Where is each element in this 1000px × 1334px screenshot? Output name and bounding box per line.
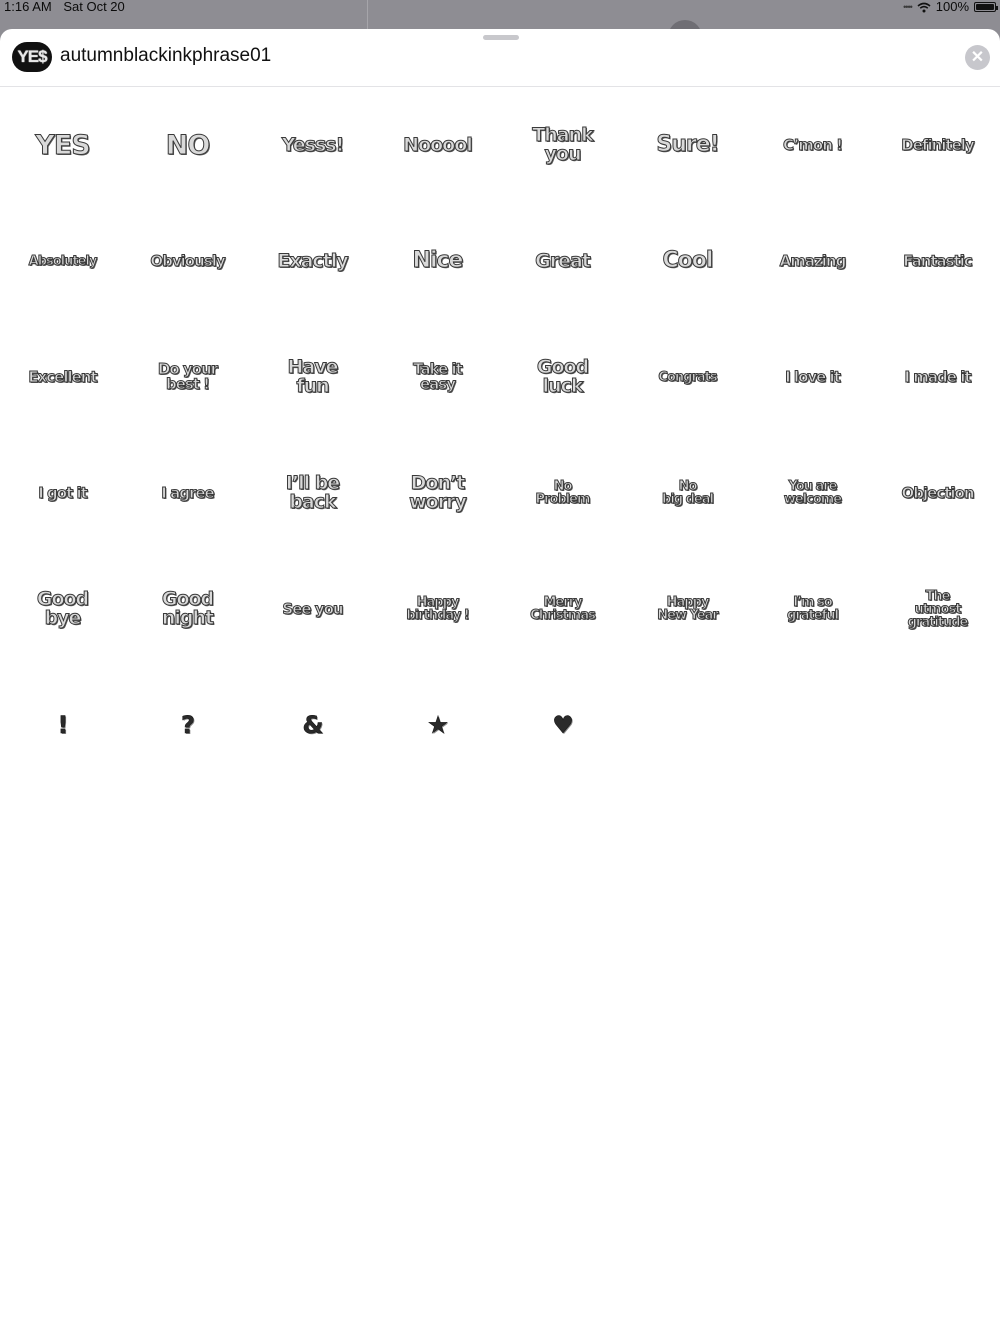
sticker-item[interactable] — [875, 551, 1000, 667]
sticker-item[interactable] — [625, 435, 750, 551]
sticker-label: Exactly — [277, 249, 348, 272]
sticker-label: Obviously — [150, 251, 225, 270]
sticker-label: Fantastic — [903, 251, 972, 270]
sticker-item[interactable] — [0, 435, 125, 551]
sticker-sheet — [0, 29, 1000, 1334]
battery-icon — [974, 2, 996, 12]
sticker-item[interactable] — [125, 203, 250, 319]
sticker-item[interactable] — [750, 319, 875, 435]
sticker-item[interactable] — [875, 203, 1000, 319]
sticker-label: C’mon ! — [783, 135, 842, 154]
sticker-item[interactable] — [375, 87, 500, 203]
sticker-label: Excellent — [28, 367, 97, 386]
sticker-label: I’m so grateful — [787, 595, 838, 623]
sticker-label: I’ll be back — [285, 472, 340, 513]
sticker-label: Definitely — [901, 135, 974, 154]
sticker-item[interactable] — [375, 435, 500, 551]
close-button[interactable] — [965, 45, 990, 70]
sticker-item[interactable] — [375, 551, 500, 667]
sticker-label: Amazing — [779, 251, 846, 270]
sticker-item[interactable] — [0, 551, 125, 667]
sticker-item[interactable] — [500, 319, 625, 435]
sticker-item[interactable] — [750, 87, 875, 203]
sticker-label: Sure! — [656, 132, 719, 157]
sticker-item[interactable] — [500, 667, 625, 783]
sticker-item[interactable] — [500, 87, 625, 203]
sticker-label: Thank you — [532, 124, 593, 165]
sticker-label: No big deal — [662, 479, 713, 507]
sticker-item[interactable] — [875, 87, 1000, 203]
sticker-label: See you — [282, 599, 343, 618]
sticker-label: Good luck — [536, 356, 589, 397]
sticker-item[interactable] — [375, 667, 500, 783]
sticker-label: Happy birthday ! — [406, 595, 469, 623]
status-bar — [0, 0, 1000, 30]
sticker-label: Merry Christmas — [530, 595, 595, 623]
page-title: autumnblackinkphrase01 — [60, 45, 272, 66]
status-indicators — [903, 0, 996, 14]
sticker-label: No Problem — [535, 479, 590, 507]
sticker-label: I got it — [38, 483, 87, 502]
sticker-label: The utmost gratitude — [907, 588, 968, 630]
sticker-label: Happy New Year — [657, 595, 718, 623]
sticker-item[interactable] — [750, 551, 875, 667]
sticker-item[interactable] — [250, 551, 375, 667]
sticker-item[interactable] — [750, 203, 875, 319]
sticker-item[interactable] — [500, 551, 625, 667]
sticker-label: Do your best ! — [157, 360, 218, 393]
background-divider — [367, 0, 368, 30]
wifi-icon — [917, 2, 931, 13]
sticker-label: I love it — [785, 367, 840, 386]
sticker-item[interactable] — [375, 319, 500, 435]
sticker-item[interactable] — [250, 203, 375, 319]
sticker-item[interactable] — [125, 551, 250, 667]
sticker-label: Nice — [412, 248, 463, 273]
sticker-item[interactable] — [0, 667, 125, 783]
status-date: Sat Oct 20 — [63, 0, 125, 14]
sticker-item[interactable] — [125, 667, 250, 783]
sticker-label: Don’t worry — [409, 472, 466, 513]
sticker-item[interactable] — [500, 435, 625, 551]
sticker-label: I made it — [904, 367, 971, 386]
sticker-label: ♥ — [552, 711, 573, 739]
sticker-label: Take it easy — [413, 360, 462, 393]
sticker-label: Absolutely — [28, 253, 97, 269]
sticker-label: Great — [535, 249, 590, 272]
sticker-label: ★ — [427, 711, 448, 739]
sticker-label: Good bye — [36, 588, 89, 629]
status-time: 1:16 AM — [4, 0, 52, 14]
sheet-header — [0, 29, 1000, 87]
sticker-item[interactable] — [750, 435, 875, 551]
sticker-label: Nooool — [403, 133, 472, 156]
sticker-item[interactable] — [875, 319, 1000, 435]
status-time-date — [4, 0, 133, 14]
sticker-item[interactable] — [875, 435, 1000, 551]
sticker-label: Cool — [662, 248, 713, 273]
sticker-label: YES — [35, 129, 90, 161]
sticker-label: I agree — [161, 483, 214, 502]
sticker-label: ! — [57, 711, 68, 739]
sticker-item[interactable] — [625, 319, 750, 435]
sticker-item[interactable] — [500, 203, 625, 319]
sticker-item[interactable] — [0, 87, 125, 203]
sticker-label: & — [302, 711, 323, 739]
sticker-item[interactable] — [375, 203, 500, 319]
sticker-label: ? — [181, 711, 194, 739]
sticker-label: You are welcome — [783, 479, 842, 507]
app-icon: YE$ — [12, 42, 52, 72]
sticker-item[interactable] — [250, 667, 375, 783]
sticker-item[interactable] — [250, 319, 375, 435]
sticker-item[interactable] — [125, 319, 250, 435]
sticker-item[interactable] — [125, 435, 250, 551]
signal-icon: •••• — [903, 2, 912, 12]
sticker-item[interactable] — [250, 435, 375, 551]
sticker-label: Have fun — [287, 356, 338, 397]
sticker-item[interactable] — [0, 203, 125, 319]
sticker-label: Objection — [901, 483, 974, 502]
sticker-label: Congrats — [658, 369, 717, 385]
sticker-label: Good night — [161, 588, 214, 629]
sticker-item[interactable] — [0, 319, 125, 435]
battery-percent: 100% — [935, 0, 969, 14]
close-icon: ✕ — [970, 49, 985, 66]
sticker-item[interactable] — [625, 203, 750, 319]
sticker-item[interactable] — [125, 87, 250, 203]
sticker-label: NO — [165, 129, 210, 161]
sticker-item[interactable] — [250, 87, 375, 203]
sticker-item[interactable] — [625, 87, 750, 203]
sticker-label: Yesss! — [281, 133, 344, 156]
sticker-item[interactable] — [625, 551, 750, 667]
